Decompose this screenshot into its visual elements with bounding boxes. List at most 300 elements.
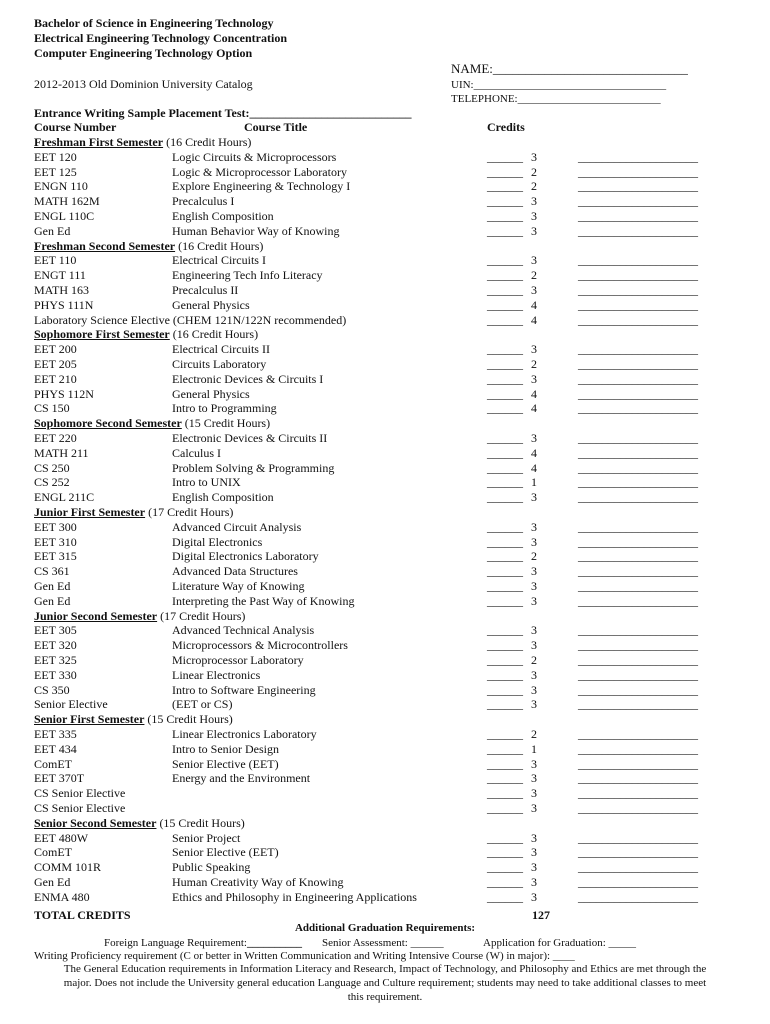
course-row: [0, 461, 770, 476]
course-row: [0, 298, 770, 313]
total-credits-value: 127: [532, 908, 550, 922]
course-title: Linear Electronics Laboratory: [172, 727, 317, 741]
course-row: [0, 401, 770, 416]
course-credits: [487, 461, 537, 476]
semester-title: Sophomore First Semester: [34, 327, 170, 342]
credits-value: 3: [531, 253, 537, 268]
course-row: [0, 475, 770, 490]
grade-blank[interactable]: ____________________: [578, 889, 698, 904]
grade-blank[interactable]: ____________________: [578, 579, 698, 593]
credits-blank[interactable]: ______: [487, 179, 523, 194]
course-title: Electronic Devices & Circuits I: [172, 371, 324, 386]
credits-blank[interactable]: ______: [487, 727, 523, 741]
course-title: Digital Electronics: [172, 534, 263, 549]
course-number: EET 200: [34, 342, 77, 357]
senior-assessment[interactable]: Senior Assessment: ______: [322, 937, 444, 949]
course-credits: [487, 638, 537, 653]
entrance-writing-test[interactable]: Entrance Writing Sample Placement Test:___________________________: [34, 106, 412, 120]
grade-blank[interactable]: ____________________: [578, 623, 698, 638]
course-number: EET 110: [34, 253, 77, 268]
course-number: PHYS 111N: [34, 297, 94, 312]
grade-blank[interactable]: ____________________: [578, 209, 698, 223]
credits-value: 3: [531, 149, 537, 164]
course-title: Intro to Software Engineering: [172, 682, 316, 697]
credits-blank[interactable]: ______: [487, 297, 523, 312]
course-number: EET 330: [34, 667, 77, 682]
credits-blank[interactable]: ______: [487, 667, 523, 682]
grade-blank[interactable]: ____________________: [578, 223, 698, 238]
course-row: [0, 179, 770, 194]
credits-value: 3: [531, 490, 537, 505]
course-credits: [487, 209, 537, 224]
credits-value: 3: [531, 830, 537, 845]
credits-value: 3: [531, 638, 537, 653]
course-credits: [487, 845, 537, 860]
course-credits: [487, 742, 537, 757]
credits-value: 3: [531, 342, 537, 357]
credits-value: 3: [531, 682, 537, 697]
semester-hours: (17 Credit Hours): [145, 505, 234, 519]
grade-blank[interactable]: ____________________: [578, 593, 698, 608]
grade-blank[interactable]: ____________________: [578, 297, 698, 312]
credits-value: 2: [531, 164, 537, 179]
semester-title: Junior Second Semester: [34, 608, 158, 623]
gen-ed-note-line2: major. Does not include the University general education Language and Culture requirement; students may need to take additional classes to meet: [63, 977, 707, 989]
credits-value: 3: [531, 194, 537, 209]
course-row: [0, 742, 770, 757]
credits-blank[interactable]: ______: [487, 371, 523, 386]
semester-hours: (15 Credit Hours): [144, 712, 233, 727]
grade-blank[interactable]: ____________________: [578, 475, 698, 490]
semester-heading-text: [34, 712, 233, 727]
course-credits: [487, 165, 537, 180]
course-credits: [487, 194, 537, 209]
credits-blank[interactable]: ______: [487, 490, 523, 505]
grade-blank[interactable]: ____________________: [578, 697, 698, 712]
grade-blank[interactable]: ____________________: [578, 371, 698, 386]
course-credits: [487, 801, 537, 816]
course-number: MATH 162M: [34, 194, 100, 209]
credits-blank[interactable]: ______: [487, 209, 523, 223]
course-title: English Composition: [172, 209, 274, 223]
grade-blank[interactable]: ____________________: [578, 149, 698, 164]
credits-blank[interactable]: ______: [487, 519, 523, 534]
course-credits: [487, 860, 537, 875]
grade-blank[interactable]: ____________________: [578, 756, 698, 771]
credits-blank[interactable]: ______: [487, 875, 523, 889]
course-credits: [487, 357, 537, 372]
credits-blank[interactable]: ______: [487, 283, 523, 297]
course-row: [0, 342, 770, 357]
credits-blank[interactable]: ______: [487, 786, 523, 801]
telephone-field[interactable]: TELEPHONE:__________________________: [451, 93, 661, 105]
credits-blank[interactable]: ______: [487, 386, 523, 401]
course-title: General Physics: [172, 297, 250, 312]
grade-blank[interactable]: ____________________: [578, 771, 698, 786]
course-number: CS Senior Elective: [34, 801, 126, 815]
credits-value: 4: [531, 401, 537, 416]
course-row: [0, 209, 770, 224]
credits-blank[interactable]: ______: [487, 756, 523, 771]
credits-blank[interactable]: ______: [487, 445, 523, 460]
credits-value: 2: [531, 357, 537, 371]
course-credits: [487, 623, 537, 638]
course-credits: [487, 831, 537, 846]
course-credits: [487, 786, 537, 801]
course-number: EET 220: [34, 431, 77, 445]
grade-blank[interactable]: ____________________: [578, 786, 698, 801]
credits-blank[interactable]: ______: [487, 194, 523, 209]
grade-blank[interactable]: ____________________: [578, 519, 698, 534]
course-row: [0, 387, 770, 402]
credits-value: 2: [531, 727, 537, 741]
course-credits: [487, 446, 537, 461]
semester-hours: (17 Credit Hours): [157, 608, 246, 623]
course-number: EET 210: [34, 371, 77, 386]
credits-value: 1: [531, 475, 537, 490]
semester-heading-text: [34, 135, 251, 150]
grade-blank[interactable]: ____________________: [578, 164, 698, 179]
course-row: [0, 890, 770, 905]
course-credits: [487, 342, 537, 357]
course-credits: [487, 387, 537, 402]
semester-heading-text: [34, 505, 233, 520]
credits-blank[interactable]: ______: [487, 431, 523, 445]
semester-hours: (15 Credit Hours): [156, 815, 245, 830]
course-title: Energy and the Environment: [172, 771, 311, 786]
credits-value: 2: [531, 549, 537, 564]
course-number: MATH 163: [34, 283, 90, 297]
course-title: Digital Electronics Laboratory: [172, 549, 319, 564]
course-number: CS 150: [34, 401, 70, 416]
course-credits: [487, 771, 537, 786]
credits-value: 4: [531, 312, 537, 327]
course-credits: [487, 179, 537, 194]
credits-value: 2: [531, 653, 537, 667]
credits-value: 3: [531, 534, 537, 549]
course-row: [0, 727, 770, 742]
credits-blank[interactable]: ______: [487, 401, 523, 416]
course-number: CS 361: [34, 564, 70, 579]
credits-value: 4: [531, 445, 537, 460]
grade-blank[interactable]: ____________________: [578, 741, 698, 756]
course-credits: [487, 253, 537, 268]
course-title: Senior Project: [172, 830, 241, 845]
course-row: [0, 683, 770, 698]
semester-heading: [0, 327, 770, 342]
grade-blank[interactable]: ____________________: [578, 386, 698, 401]
gen-ed-note-line3: this requirement.: [347, 991, 423, 1003]
semester-title: Senior First Semester: [34, 712, 145, 727]
grade-blank[interactable]: ____________________: [578, 638, 698, 653]
course-row: [0, 653, 770, 668]
program-title: Bachelor of Science in Engineering Technology: [34, 16, 274, 30]
credits-blank[interactable]: ______: [487, 149, 523, 164]
course-title: Advanced Technical Analysis: [172, 623, 315, 638]
course-row: [0, 594, 770, 609]
course-row: [0, 875, 770, 890]
course-row: [0, 165, 770, 180]
credits-blank[interactable]: ______: [487, 593, 523, 608]
grade-blank[interactable]: ____________________: [578, 801, 698, 815]
semester-title: Freshman First Semester: [34, 135, 164, 149]
credits-blank[interactable]: ______: [487, 638, 523, 653]
grade-blank[interactable]: ____________________: [578, 875, 698, 889]
grade-blank[interactable]: ____________________: [578, 534, 698, 549]
credits-value: 2: [531, 268, 537, 283]
credits-value: 3: [531, 697, 537, 712]
credits-blank[interactable]: ______: [487, 741, 523, 756]
credits-blank[interactable]: ______: [487, 357, 523, 371]
col-course-number: Course Number: [34, 120, 117, 134]
course-credits: [487, 283, 537, 298]
credits-blank[interactable]: ______: [487, 889, 523, 904]
course-title: Microprocessors & Microcontrollers: [172, 638, 348, 653]
course-number: CS Senior Elective: [34, 786, 126, 801]
course-credits: [487, 727, 537, 742]
credits-value: 2: [531, 179, 537, 194]
course-title: Advanced Circuit Analysis: [172, 519, 302, 534]
credits-blank[interactable]: ______: [487, 845, 523, 860]
course-number: Gen Ed: [34, 875, 71, 889]
course-title: Linear Electronics: [172, 667, 261, 682]
grade-blank[interactable]: ____________________: [578, 460, 698, 475]
grade-blank[interactable]: ____________________: [578, 653, 698, 667]
credits-value: 3: [531, 786, 537, 801]
col-course-title: Course Title: [244, 120, 308, 134]
grade-blank[interactable]: ____________________: [578, 283, 698, 297]
credits-blank[interactable]: ______: [487, 460, 523, 475]
credits-value: 3: [531, 771, 537, 786]
credits-value: 3: [531, 223, 537, 238]
semester-title: Freshman Second Semester: [34, 238, 176, 253]
course-row: [0, 845, 770, 860]
course-number: ENGT 111: [34, 268, 86, 283]
course-row: [0, 253, 770, 268]
course-credits: [487, 372, 537, 387]
credits-value: 3: [531, 593, 537, 608]
credits-value: 3: [531, 371, 537, 386]
grade-blank[interactable]: ____________________: [578, 179, 698, 194]
course-title: English Composition: [172, 490, 274, 505]
course-number: EET 305: [34, 623, 77, 638]
credits-value: 3: [531, 889, 537, 904]
credits-blank[interactable]: ______: [487, 475, 523, 490]
course-title: Human Creativity Way of Knowing: [172, 875, 344, 889]
course-number: Senior Elective: [34, 697, 108, 712]
grade-blank[interactable]: ____________________: [578, 682, 698, 697]
course-row: [0, 757, 770, 772]
course-number: ENGN 110: [34, 179, 88, 194]
course-row: [0, 431, 770, 446]
credits-blank[interactable]: ______: [487, 253, 523, 268]
course-title: (EET or CS): [172, 697, 233, 712]
course-title: Logic Circuits & Microprocessors: [172, 149, 337, 164]
course-number: EET 370T: [34, 771, 85, 786]
course-row: [0, 490, 770, 505]
course-credits: [487, 313, 537, 328]
course-row: [0, 831, 770, 846]
course-credits: [487, 401, 537, 416]
credits-value: 3: [531, 283, 537, 297]
course-row: [0, 150, 770, 165]
credits-value: 3: [531, 209, 537, 223]
credits-value: 3: [531, 431, 537, 445]
course-title: Precalculus I: [172, 194, 235, 209]
credits-blank[interactable]: ______: [487, 697, 523, 712]
credits-value: 3: [531, 845, 537, 860]
grade-blank[interactable]: ____________________: [578, 342, 698, 357]
course-credits: [487, 298, 537, 313]
semester-hours: (15 Credit Hours): [181, 416, 271, 431]
foreign-language-requirement[interactable]: [104, 937, 302, 949]
grade-blank[interactable]: ____________________: [578, 253, 698, 268]
course-number: PHYS 112N: [34, 386, 94, 401]
course-row: [0, 860, 770, 875]
credits-blank[interactable]: ______: [487, 579, 523, 593]
grade-blank[interactable]: ____________________: [578, 860, 698, 875]
total-credits-label: TOTAL CREDITS: [34, 908, 131, 922]
credits-value: 3: [531, 756, 537, 771]
course-row: [0, 579, 770, 594]
credits-blank[interactable]: ______: [487, 801, 523, 815]
course-credits: [487, 757, 537, 772]
option-title: Computer Engineering Technology Option: [34, 46, 253, 60]
course-number: ComET: [34, 756, 72, 771]
course-number: EET 335: [34, 727, 77, 741]
course-number: EET 205: [34, 357, 77, 371]
course-title: Explore Engineering & Technology I: [172, 179, 351, 194]
credits-value: 1: [531, 741, 537, 756]
course-number: CS 350: [34, 682, 70, 697]
credits-value: 3: [531, 801, 537, 815]
course-number: EET 300: [34, 519, 77, 534]
credits-blank[interactable]: ______: [487, 223, 523, 238]
course-title: General Physics: [172, 386, 250, 401]
course-number: ComET: [34, 845, 72, 860]
writing-proficiency[interactable]: Writing Proficiency requirement (C or better in Written Communication and Writing Intensive Course (W) in major): ____: [34, 950, 575, 962]
semester-heading-text: [34, 239, 263, 254]
course-title: Advanced Data Structures: [172, 564, 298, 579]
credits-blank[interactable]: ______: [487, 342, 523, 357]
grade-blank[interactable]: ____________________: [578, 312, 698, 327]
credits-blank[interactable]: ______: [487, 312, 523, 327]
course-row: [0, 564, 770, 579]
credits-value: 4: [531, 386, 537, 401]
credits-value: 3: [531, 875, 537, 889]
credits-blank[interactable]: ______: [487, 564, 523, 579]
grade-blank[interactable]: ____________________: [578, 667, 698, 682]
course-number: ENGL 211C: [34, 490, 95, 505]
course-title: Interpreting the Past Way of Knowing: [172, 593, 355, 608]
course-title: Electrical Circuits I: [172, 253, 266, 268]
grade-blank[interactable]: ____________________: [578, 727, 698, 741]
foreign-language-blank[interactable]: __________: [246, 937, 302, 949]
name-field[interactable]: NAME:______________________________: [451, 61, 688, 76]
grade-blank[interactable]: ____________________: [578, 357, 698, 371]
credits-blank[interactable]: ______: [487, 164, 523, 179]
course-number: EET 310: [34, 534, 77, 549]
grade-blank[interactable]: ____________________: [578, 401, 698, 416]
course-credits: [487, 475, 537, 490]
course-title: Ethics and Philosophy in Engineering Applications: [172, 889, 417, 904]
course-credits: [487, 150, 537, 165]
credits-value: 3: [531, 860, 537, 875]
course-number: EET 320: [34, 638, 77, 653]
credits-blank[interactable]: ______: [487, 830, 523, 845]
course-row: [0, 623, 770, 638]
grade-blank[interactable]: ____________________: [578, 445, 698, 460]
grade-blank[interactable]: ____________________: [578, 549, 698, 564]
course-row: [0, 224, 770, 239]
concentration-title: Electrical Engineering Technology Concentration: [34, 31, 287, 45]
application-for-graduation[interactable]: Application for Graduation: _____: [483, 937, 637, 949]
credits-value: 3: [531, 579, 537, 593]
course-credits: [487, 431, 537, 446]
course-row: [0, 357, 770, 372]
course-row: [0, 535, 770, 550]
credits-blank[interactable]: ______: [487, 771, 523, 786]
course-number: EET 120: [34, 149, 77, 164]
semester-title: Junior First Semester: [34, 505, 146, 519]
grade-blank[interactable]: ____________________: [578, 490, 698, 505]
semester-heading: [0, 505, 770, 520]
course-title: Public Speaking: [172, 860, 251, 875]
uin-field[interactable]: UIN:___________________________________: [451, 79, 667, 91]
course-row: [0, 638, 770, 653]
course-credits: [487, 875, 537, 890]
course-row: [0, 786, 770, 801]
course-number: EET 480W: [34, 830, 89, 845]
semester-heading-text: [34, 416, 270, 431]
credits-blank[interactable]: ______: [487, 549, 523, 564]
col-credits: Credits: [487, 120, 525, 134]
course-row: [0, 520, 770, 535]
grade-blank[interactable]: ____________________: [578, 431, 698, 445]
credits-value: 4: [531, 297, 537, 312]
grade-blank[interactable]: ____________________: [578, 564, 698, 579]
course-title: Problem Solving & Programming: [172, 460, 335, 475]
gen-ed-note-line1: The General Education requirements in Information Literacy and Research, Impact of Technology, and Philosophy and Ethics are met through the: [63, 963, 707, 975]
course-number: EET 315: [34, 549, 77, 564]
grade-blank[interactable]: ____________________: [578, 194, 698, 209]
credits-blank[interactable]: ______: [487, 860, 523, 875]
semester-title: Sophomore Second Semester: [34, 416, 182, 431]
credits-blank[interactable]: ______: [487, 653, 523, 667]
semester-heading: [0, 609, 770, 624]
course-title: Literature Way of Knowing: [172, 579, 305, 593]
grade-blank[interactable]: ____________________: [578, 268, 698, 283]
course-number: COMM 101R: [34, 860, 102, 875]
course-credits: [487, 490, 537, 505]
course-title: Precalculus II: [172, 283, 239, 297]
grade-blank[interactable]: ____________________: [578, 845, 698, 860]
course-title: Intro to UNIX: [172, 475, 241, 490]
semester-hours: (16 Credit Hours): [169, 327, 259, 342]
course-row: [0, 268, 770, 283]
course-number: EET 434: [34, 741, 77, 756]
credits-blank[interactable]: ______: [487, 268, 523, 283]
credits-blank[interactable]: ______: [487, 682, 523, 697]
course-number: MATH 211: [34, 445, 89, 460]
course-number: Gen Ed: [34, 579, 71, 593]
grade-blank[interactable]: ____________________: [578, 830, 698, 845]
course-credits: [487, 535, 537, 550]
course-credits: [487, 697, 537, 712]
credits-blank[interactable]: ______: [487, 534, 523, 549]
course-credits: [487, 224, 537, 239]
credits-blank[interactable]: ______: [487, 623, 523, 638]
